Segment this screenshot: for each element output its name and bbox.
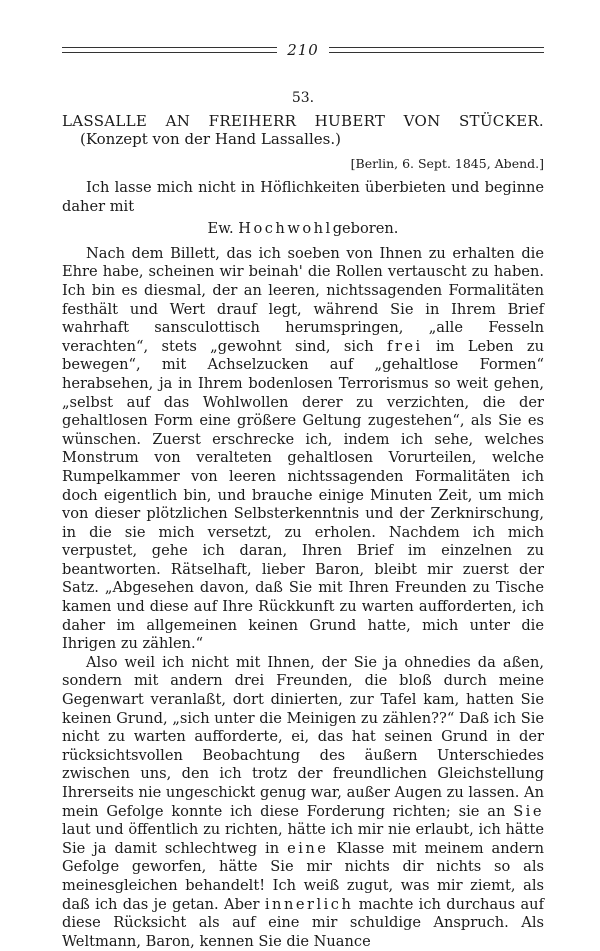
paragraph-1-part-b: im Leben zu bewegen“, mit Achselzucken auf „gehaltlose Formen“ herabsehen, ja in Ihrem bodenlosen Terrorismus so weit gehen, „selbst auf das Wohlwollen derer zu verzichten, die der gehaltlosen Form eine größere Geltung zugestehen“, als Sie es wünschen. Zuerst erschrecke ich, indem ich sehe, welches Monstrum von veralteten gehaltlosen Vorurteilen, welche Rumpelkammer von leeren nichtssagenden Formalitäten ich doch eigentlich bin, und brauche einige Minuten Zeit, um mich von dieser plötzlichen Selbsterkenntnis und der Zerknirschung, in die sie mich versetzt, zu erholen. Nachdem ich mich verpustet, gehe ich daran, Ihren Brief im einzelnen zu beantworten. Rätselhaft, lieber Baron, bleibt mir zuerst der Satz. „Abgesehen davon, daß Sie mit Ihren Freunden zu Tische kamen und diese auf Ihre Rückkunft zu warten aufforderten, ich daher im allgemeinen keinen Grund hatte, mich unter die Ihrigen zu zählen.“ [62, 337, 544, 653]
paragraph-2-emphasis-1: Sie [513, 802, 544, 820]
letter-title-note: (Konzept von der Hand Lassalles.) [80, 130, 341, 148]
paragraph-1-part-a: Nach dem Billett, das ich soeben von Ihnen zu erhalten die Ehre habe, scheinen wir beinah' die Rollen vertauscht zu haben. Ich bin es diesmal, der an leeren, nichtssagenden Formalitäten festhält und Wert drauf legt, während Sie in Ihrem Brief wahrhaft sansculottisch herumspringen, „alle Fesseln verachten“, stets „gewohnt sind, sich [62, 244, 544, 355]
paragraph-1-emphasis: frei [386, 337, 423, 355]
paragraph-2 [62, 654, 544, 951]
paragraph-2-part-d: machte ich durchaus auf diese Rücksicht als auf eine mir schuldige Anspruch. Als Weltmann, Baron, kennen Sie die Nuance [62, 895, 544, 950]
paragraph-2-emphasis-2: eine [287, 839, 329, 857]
paragraph-2-emphasis-3: innerlich [264, 895, 354, 913]
paragraph-2-part-c: Klasse mit meinem andern Gefolge geworfen, hätte Sie mir nichts dir nichts so als meinesgleichen behandelt! Ich weiß zugut, was mir ziemt, als daß ich das je getan. Aber [62, 839, 544, 913]
document-page [62, 40, 544, 951]
paragraph-1 [62, 245, 544, 654]
paragraph-2-part-b: laut und öffentlich zu richten, hätte ich mir nie erlaubt, ich hätte Sie ja damit schlechtweg in [62, 821, 544, 857]
salutation-prefix: Ew. [207, 220, 239, 238]
letter-dateline: [Berlin, 6. Sept. 1845, Abend.] [350, 156, 544, 171]
letter-number: 53. [291, 90, 315, 106]
letter-title [62, 112, 544, 148]
letter-intro: Ich lasse mich nicht in Höflichkeiten überbieten und beginne daher mit [62, 179, 544, 215]
header-rule-left [62, 47, 277, 53]
letter-title-main: LASSALLE AN FREIHERR HUBERT VON STÜCKER. [62, 112, 544, 130]
header-rule-right [329, 47, 544, 53]
paragraph-2-part-a: Also weil ich nicht mit Ihnen, der Sie ja ohnedies da aßen, sondern mit andern drei Freunden, die bloß durch meine Gegenwart veranlaßt, dort dinierten, zur Tafel kam, hatten Sie keinen Grund, „sich unter die Meinigen zu zählen??“ Daß ich Sie nicht zu warten aufforderte, ei, das hat seinen Grund in der rücksichtsvollen Beobachtung des äußern Unterschiedes zwischen uns, den ich trotz der freundlichen Gleichstellung Ihrerseits nie ungeschickt genug war, außer Augen zu lassen. An mein Gefolge konnte ich diese Forderung richten; sie an [62, 653, 544, 820]
page-header [62, 40, 544, 60]
salutation-suffix: geboren. [332, 220, 399, 238]
page-number: 210 [287, 41, 319, 59]
salutation-spaced: Hochwohl [238, 220, 333, 238]
letter-salutation [62, 220, 544, 239]
